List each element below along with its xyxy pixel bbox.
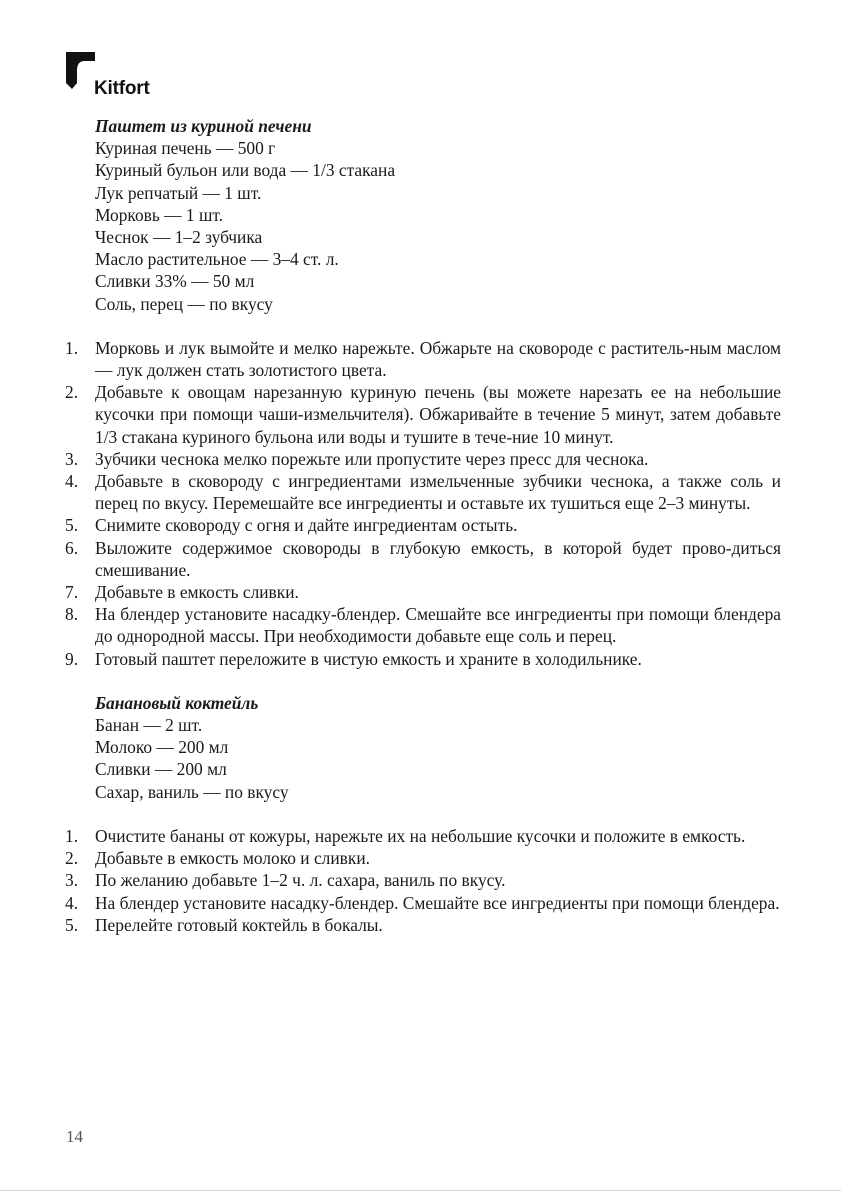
step-item	[65, 581, 781, 603]
step-text: Добавьте в емкость сливки.	[95, 582, 299, 603]
step-list	[65, 337, 781, 670]
ingredient-item: Куриная печень — 500 г	[95, 138, 276, 159]
ingredient-item: Соль, перец — по вкусу	[95, 293, 273, 314]
step-text: Добавьте в емкость молоко и сливки.	[95, 848, 370, 869]
step-item	[65, 825, 781, 847]
step-item	[65, 914, 781, 936]
ingredient-item: Лук репчатый — 1 шт.	[95, 182, 262, 203]
step-number: 3.	[65, 448, 79, 469]
ingredient-item: Сливки — 200 мл	[95, 759, 227, 780]
step-text: Готовый паштет переложите в чистую емкость и храните в холодильнике.	[95, 648, 642, 669]
step-text: Перелейте готовый коктейль в бокалы.	[95, 914, 383, 935]
step-text: Добавьте к овощам нарезанную куриную печень (вы можете нарезать ее на небольшие кусочки при помощи чаши-измельчителя). Обжаривайте в течение 5 минут, затем добавьте 1/3 стакана куриного бульона или воды и тушите в тече-ние 10 минут.	[95, 382, 781, 447]
recipe-banana-shake	[65, 692, 781, 936]
ingredient-item: Сахар, ваниль — по вкусу	[95, 781, 289, 802]
step-number: 1.	[65, 825, 79, 846]
step-text: На блендер установите насадку-блендер. Смешайте все ингредиенты при помощи блендера до однородной массы. При необходимости добавьте еще соль и перец.	[95, 604, 781, 647]
step-item	[65, 381, 781, 448]
ingredient-item: Морковь — 1 шт.	[95, 204, 223, 225]
page-number: 14	[66, 1127, 83, 1146]
page-content	[65, 115, 781, 936]
step-item	[65, 470, 781, 514]
ingredient-item: Чеснок — 1–2 зубчика	[95, 227, 263, 248]
page-bottom-divider	[0, 1190, 841, 1191]
step-text: Очистите бананы от кожуры, нарежьте их на небольшие кусочки и положите в емкость.	[95, 825, 746, 846]
step-number: 5.	[65, 914, 79, 935]
step-text: Снимите сковороду с огня и дайте ингредиентам остыть.	[95, 515, 518, 536]
ingredient-item: Масло растительное — 3–4 ст. л.	[95, 249, 339, 270]
recipe-title: Банановый коктейль	[95, 692, 259, 713]
step-number: 2.	[65, 848, 79, 869]
step-number: 7.	[65, 582, 79, 603]
recipe-title: Паштет из куриной печени	[95, 116, 312, 136]
step-text: Выложите содержимое сковороды в глубокую емкость, в которой будет прово-диться смешивание.	[95, 537, 781, 580]
step-number: 4.	[65, 471, 79, 492]
ingredient-list	[95, 137, 781, 315]
step-number: 1.	[65, 337, 79, 358]
step-list	[65, 825, 781, 936]
step-number: 8.	[65, 604, 79, 625]
step-number: 5.	[65, 515, 79, 536]
step-item	[65, 648, 781, 670]
ingredient-item: Сливки 33% — 50 мл	[95, 271, 255, 292]
step-number: 6.	[65, 537, 79, 558]
kitfort-logo	[66, 52, 186, 102]
step-text: Зубчики чеснока мелко порежьте или пропустите через пресс для чеснока.	[95, 448, 649, 469]
step-number: 2.	[65, 382, 79, 403]
step-number: 4.	[65, 892, 79, 913]
ingredient-list	[95, 714, 781, 803]
ingredient-item: Куриный бульон или вода — 1/3 стакана	[95, 160, 396, 181]
brand-name: Kitfort	[94, 78, 150, 99]
step-text: По желанию добавьте 1–2 ч. л. сахара, ваниль по вкусу.	[95, 870, 506, 891]
step-item	[65, 603, 781, 647]
recipe-chicken-liver-pate	[65, 115, 781, 670]
step-text: Добавьте в сковороду с ингредиентами измельченные зубчики чеснока, а также соль и перец по вкусу. Перемешайте все ингредиенты и оставьте их тушиться еще 2–3 минуты.	[95, 471, 781, 514]
ingredient-item: Банан — 2 шт.	[95, 715, 203, 736]
step-text: На блендер установите насадку-блендер. Смешайте все ингредиенты при помощи блендера.	[95, 892, 780, 913]
step-text: Морковь и лук вымойте и мелко нарежьте. Обжарьте на сковороде с раститель-ным маслом — лук должен стать золотистого цвета.	[95, 337, 781, 381]
step-number: 3.	[65, 870, 79, 891]
step-item	[65, 514, 781, 536]
step-item	[65, 448, 781, 470]
step-item	[65, 892, 781, 914]
ingredient-item: Молоко — 200 мл	[95, 737, 229, 758]
step-item	[65, 869, 781, 891]
step-item	[65, 537, 781, 581]
step-item	[65, 847, 781, 869]
step-number: 9.	[65, 648, 79, 669]
step-item	[65, 337, 781, 381]
